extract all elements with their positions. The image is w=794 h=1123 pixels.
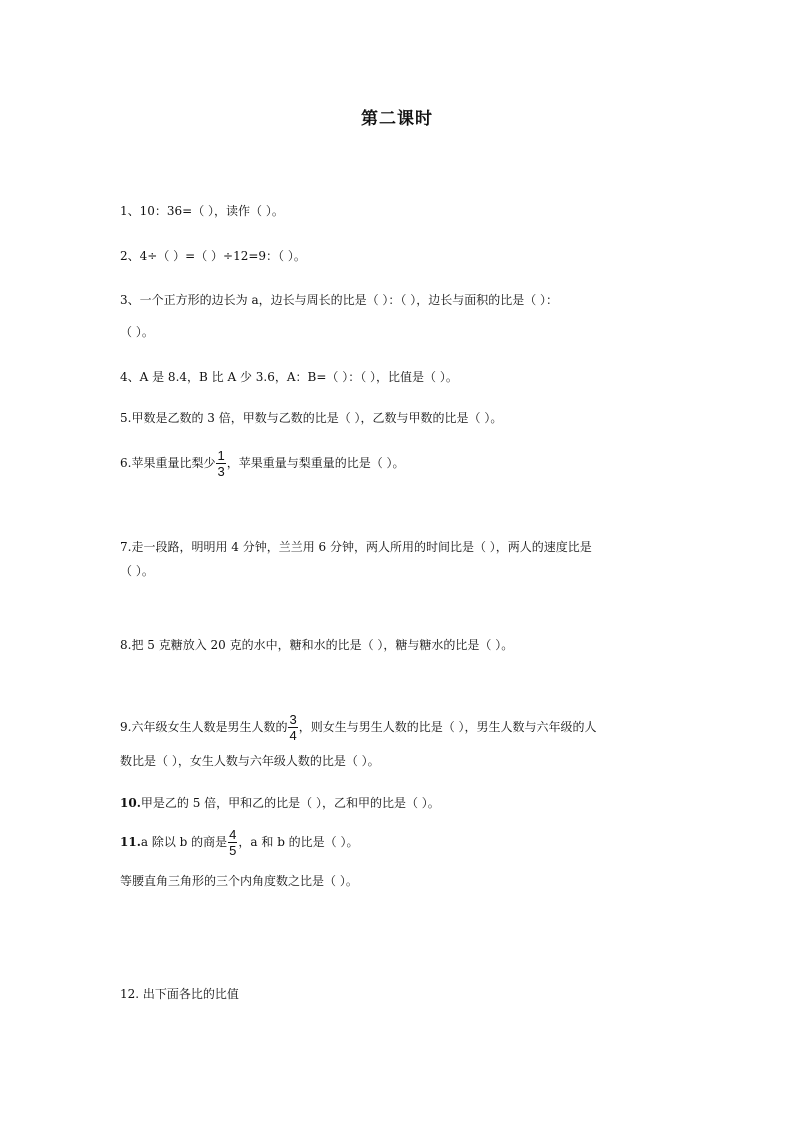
fraction-numerator: 3 [289, 712, 297, 727]
question-2: 2、4÷（ ）=（ ）÷12=9：（ ）。 [120, 249, 306, 263]
question-11 [120, 825, 720, 859]
question-10-text: 甲是乙的 5 倍，甲和乙的比是（ ），乙和甲的比是（ ）。 [140, 796, 440, 810]
question-11-text-before: a 除以 b 的商是 [140, 835, 228, 849]
question-11-text-after: ，a 和 b 的比是（ ）。 [238, 835, 359, 849]
question-1: 1、10：36=（ ），读作（ ）。 [120, 204, 284, 218]
question-9-text-after: ，则女生与男生人数的比是（ ），男生人数与六年级的人 [298, 720, 597, 734]
question-12: 12. 出下面各比的比值 [120, 987, 239, 1001]
fraction-denominator: 3 [217, 464, 225, 479]
question-9-text-before: 9.六年级女生人数是男生人数的 [120, 720, 288, 734]
question-4: 4、A 是 8.4，B 比 A 少 3.6，A：B=（ ）：（ ），比值是（ ）。 [120, 370, 458, 384]
question-3-line-2: （ ）。 [120, 325, 154, 339]
fraction-denominator: 5 [229, 843, 237, 858]
fraction-three-quarters [288, 712, 297, 743]
question-6-text-after: ，苹果重量与梨重量的比是（ ）。 [226, 456, 405, 470]
question-11b: 等腰直角三角形的三个内角度数之比是（ ）。 [120, 874, 358, 888]
fraction-one-third [216, 448, 225, 479]
question-10-number: 10. [120, 796, 141, 810]
question-11-number: 11. [120, 835, 141, 849]
question-9-line-2: 数比是（ ），女生人数与六年级人数的比是（ ）。 [120, 754, 380, 768]
question-9-line-1 [120, 710, 720, 744]
page-title: 第二课时 [361, 109, 433, 129]
fraction-denominator: 4 [289, 728, 297, 743]
question-7-line-1: 7.走一段路，明明用 4 分钟，兰兰用 6 分钟，两人所用的时间比是（ ），两人的速度比是 [120, 540, 592, 554]
question-6 [120, 446, 720, 480]
fraction-numerator: 1 [217, 448, 225, 463]
question-8: 8.把 5 克糖放入 20 克的水中，糖和水的比是（ ），糖与糖水的比是（ ）。 [120, 638, 514, 652]
question-7-line-2: （ ）。 [120, 564, 154, 578]
question-6-text-before: 6.苹果重量比梨少 [120, 456, 216, 470]
question-5: 5.甲数是乙数的 3 倍，甲数与乙数的比是（ ），乙数与甲数的比是（ ）。 [120, 411, 503, 425]
fraction-four-fifths [228, 827, 237, 858]
fraction-numerator: 4 [229, 827, 237, 842]
question-3-line-1: 3、一个正方形的边长为 a，边长与周长的比是（ ）：（ ），边长与面积的比是（ ）： [120, 293, 559, 307]
question-10 [120, 795, 720, 811]
